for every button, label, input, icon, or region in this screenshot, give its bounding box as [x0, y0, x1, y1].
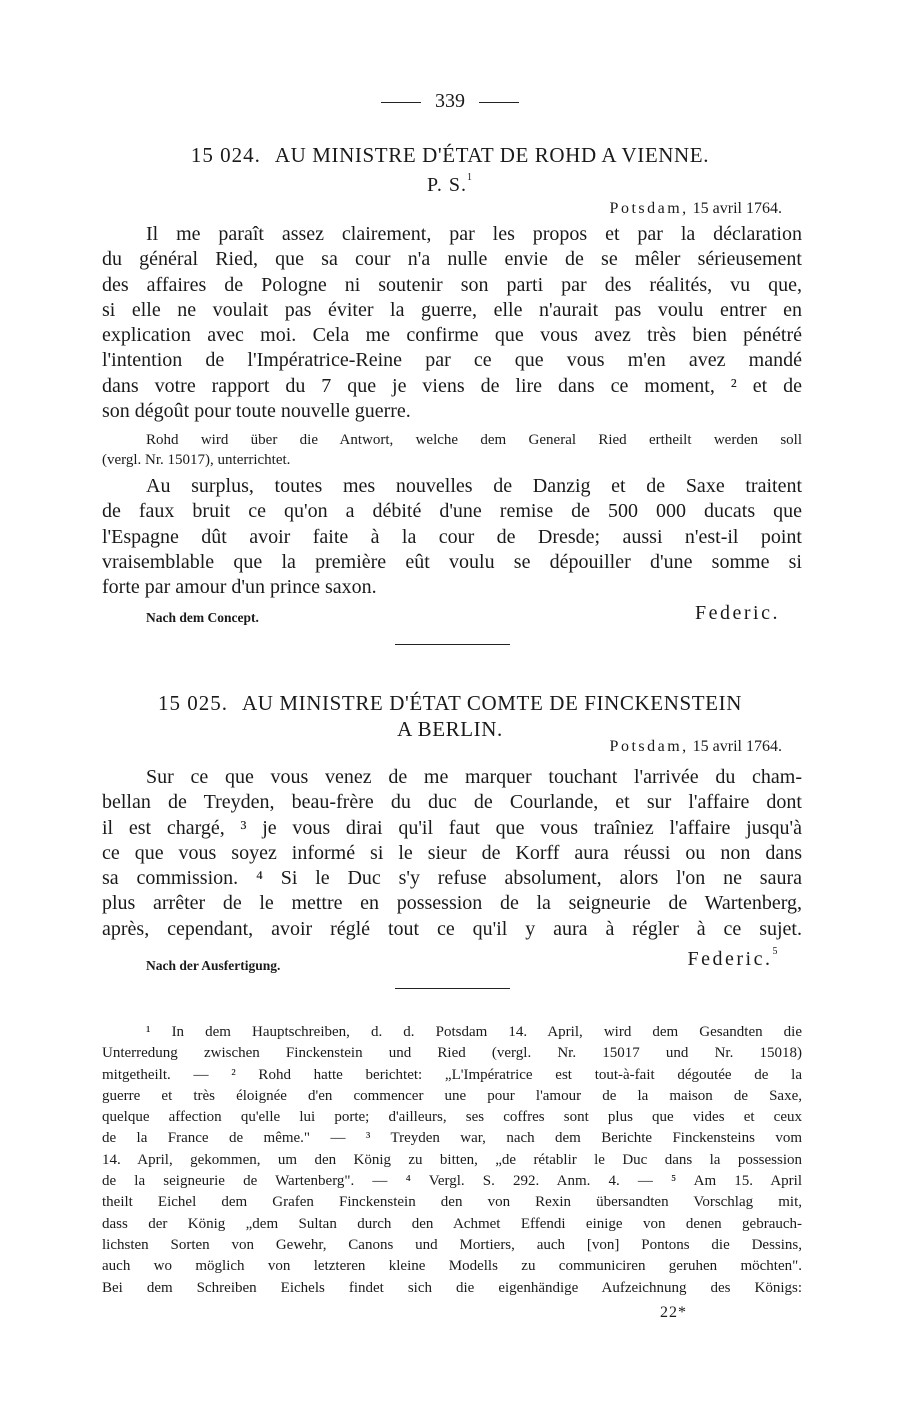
- note-line: (vergl. Nr. 15017), unterrichtet.: [102, 452, 291, 468]
- footnote-line: ¹ In dem Hauptschreiben, d. d. Potsdam 14. April, wird dem Gesandten die: [146, 1024, 802, 1040]
- letter1-heading: [100, 142, 800, 168]
- letter2-heading: [100, 690, 800, 742]
- body-line: Sur ce que vous venez de me marquer touchant l'arrivée du cham-: [146, 766, 802, 788]
- footnote-line: Unterredung zwischen Finckenstein und Ried (vergl. Nr. 15017 und Nr. 15018): [102, 1045, 802, 1062]
- body-line: explication avec moi. Cela me confirme que vous avez très bien pénétré: [102, 324, 802, 347]
- footnote-line: guerre et très éloignée d'en commencer une pour l'amour de la maison de Saxe,: [102, 1087, 802, 1104]
- body-line: après, cependant, avoir réglé tout ce qu'il y aura à régler à ce sujet.: [102, 917, 802, 940]
- page-number-dash-right: [479, 102, 519, 103]
- footnote-line: mitgetheilt. — ² Rohd hatte berichtet: „L'Impératrice est tout-à-fait dégoutée de la: [102, 1066, 802, 1083]
- body-line: des affaires de Pologne ni soutenir son parti par des réalités, vu que,: [102, 273, 802, 296]
- letter1-body: [102, 222, 802, 424]
- footnote-mark-1: 1: [467, 172, 474, 183]
- separator-rule: [395, 988, 510, 989]
- body-line: il est chargé, ³ je vous dirai qu'il faut que vous traîniez l'affaire jusqu'à: [102, 816, 802, 839]
- letter1-signature: Federic.: [695, 602, 780, 624]
- letter2-body: [102, 765, 802, 942]
- date-place: Potsdam,: [609, 200, 689, 217]
- body-line: plus arrêter de le mettre en possession de la seigneurie de Wartenberg,: [102, 892, 802, 915]
- body-line: si elle ne voulait pas éviter la guerre, elle n'aurait pas voulu entrer en: [102, 298, 802, 321]
- letter1-ps: [0, 174, 900, 197]
- footnote-line: dass der König „dem Sultan durch den Achmet Effendi einige von denen gebrauch-: [102, 1215, 802, 1232]
- footnote-line: de la France de même." — ³ Treyden war, nach dem Berichte Finckensteins vom: [102, 1130, 802, 1147]
- date-text: 15 avril 1764.: [692, 738, 782, 755]
- footnote-line: 14. April, gekommen, um den König zu bitten, „de rétablir le Duc dans la possession: [102, 1151, 802, 1168]
- sheet-signature: 22*: [660, 1304, 687, 1321]
- date-text: 15 avril 1764.: [692, 200, 782, 217]
- separator-rule: [395, 644, 510, 645]
- footnote-line: auch wo möglich von letzteren kleine Modells zu communiciren geruhen möchten".: [102, 1258, 802, 1275]
- footnote-line: Bei dem Schreiben Eichels findet sich die eigenhändige Aufzeichnung des Königs:: [102, 1279, 802, 1296]
- page-number-text: 339: [435, 90, 465, 112]
- body-line: du général Ried, que sa cour n'a nulle envie de se mêler sérieusement: [102, 248, 802, 271]
- footnote-line: theilt Eichel dem Grafen Finckenstein den von Rexin übersandten Vorschlag mit,: [102, 1194, 802, 1211]
- letter2-source: Nach der Ausfertigung.: [146, 958, 281, 973]
- footnotes: [102, 1022, 802, 1299]
- letter1-title: AU MINISTRE D'ÉTAT DE ROHD A VIENNE.: [274, 143, 710, 167]
- letter2-dateline: [610, 738, 782, 756]
- letter2-title-line2: A BERLIN.: [397, 717, 503, 741]
- body-line: ce que vous soyez informé si le sieur de Korff aura réussi ou non dans: [102, 841, 802, 864]
- date-place: Potsdam,: [609, 738, 689, 755]
- letter1-source: Nach dem Concept.: [146, 610, 259, 625]
- letter1-note: [102, 430, 802, 470]
- body-line: Il me paraît assez clairement, par les propos et par la déclaration: [146, 223, 802, 245]
- note-line: Rohd wird über die Antwort, welche dem General Ried ertheilt werden soll: [146, 432, 802, 448]
- body-line: de faux bruit ce qu'on a débité d'une remise de 500 000 ducats que: [102, 500, 802, 523]
- body-line: l'intention de l'Impératrice-Reine par ce que vous m'en avez mandé: [102, 349, 802, 372]
- letter2-number: 15 025.: [158, 691, 229, 715]
- letter1-body2: [102, 474, 802, 600]
- footnote-line: lichsten Sorten von Gewehr, Canons und Mortiers, auch [von] Pontons die Dessins,: [102, 1236, 802, 1253]
- body-line: Au surplus, toutes mes nouvelles de Danzig et de Saxe traitent: [146, 475, 802, 497]
- page-number: [0, 90, 900, 113]
- letter1-dateline: [610, 200, 782, 218]
- page-number-dash-left: [381, 102, 421, 103]
- letter2-title-line1: AU MINISTRE D'ÉTAT COMTE DE FINCKENSTEIN: [242, 691, 742, 715]
- footnote-mark-5: 5: [772, 946, 780, 957]
- footnote-line: de la seigneurie de Wartenberg". — ⁴ Vergl. S. 292. Anm. 4. — ⁵ Am 15. April: [102, 1173, 802, 1190]
- letter2-signature: [688, 948, 780, 971]
- body-line: dans votre rapport du 7 que je viens de lire dans ce moment, ² et de: [102, 374, 802, 397]
- signature-text: Federic.: [687, 948, 773, 970]
- body-line: vraisemblable que la première eût voulu se dépouiller d'une somme si: [102, 550, 802, 573]
- body-line: bellan de Treyden, beau-frère du duc de Courlande, et sur l'affaire dont: [102, 791, 802, 814]
- body-line: l'Espagne dût avoir faite à la cour de Dresde; aussi n'est-il point: [102, 525, 802, 548]
- ps-label: P. S.: [426, 174, 468, 196]
- body-line: sa commission. ⁴ Si le Duc s'y refuse absolument, alors l'on ne saura: [102, 867, 802, 890]
- footnote-line: quelque affection qu'elle lui porte; d'ailleurs, ses coffres sont plus que vides et ceux: [102, 1109, 802, 1126]
- letter1-number: 15 024.: [190, 143, 261, 167]
- body-line: forte par amour d'un prince saxon.: [102, 576, 377, 599]
- body-line: son dégoût pour toute nouvelle guerre.: [102, 400, 411, 423]
